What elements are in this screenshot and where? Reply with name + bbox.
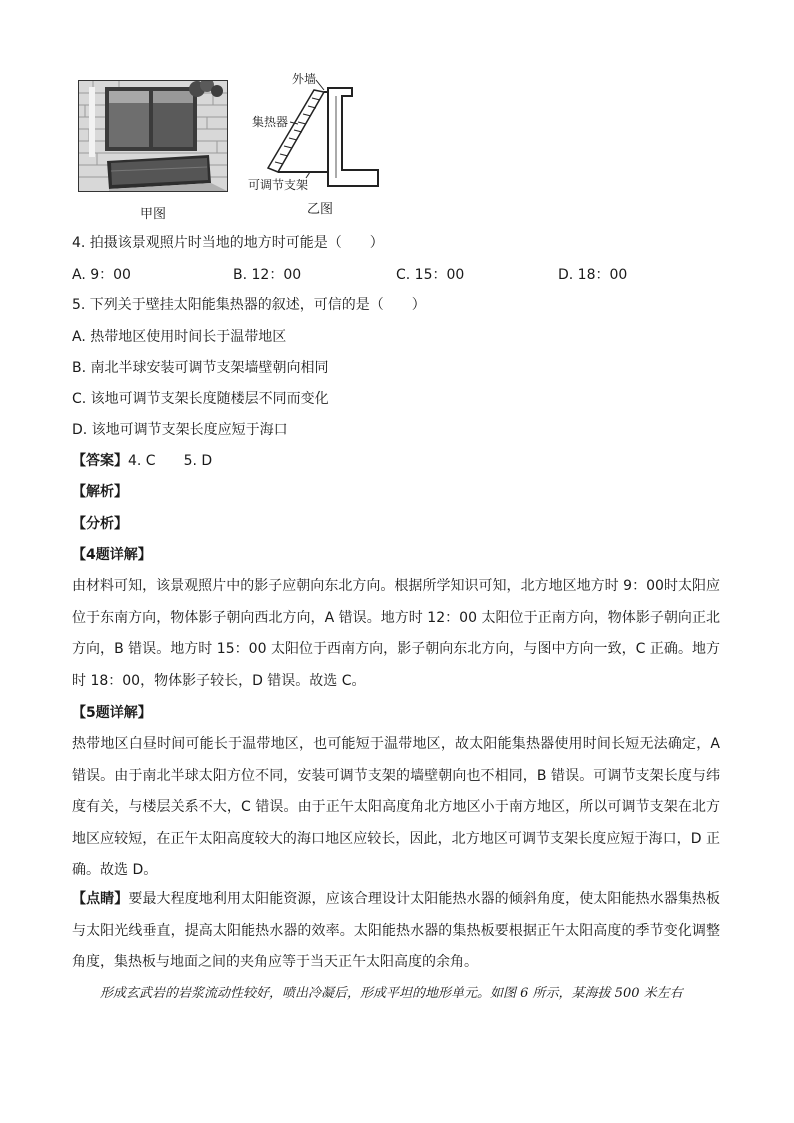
- figure-yi-caption: 乙图: [307, 202, 334, 217]
- next-material-line: 形成玄武岩的岩浆流动性较好，喷出冷凝后，形成平坦的地形单元。如图 6 所示，某海拔 500 米左右: [100, 986, 683, 1001]
- q4-option-a: A. 9：00: [72, 267, 131, 283]
- dianjing-paragraph: [72, 884, 720, 979]
- q5-option-b: B. 南北半球安装可调节支架墙壁朝向相同: [72, 360, 329, 376]
- q4-detail-tag: 【4题详解】: [72, 547, 152, 563]
- q5-option-d: D. 该地可调节支架长度应短于海口: [72, 422, 288, 438]
- answer-text: 4. C 5. D: [128, 453, 213, 469]
- photo-figure-jia: [78, 80, 228, 192]
- label-collector: 集热器: [252, 115, 289, 129]
- answer-line: [72, 451, 212, 471]
- photo-illustration: [79, 81, 227, 191]
- q5-detail-tag: 【5题详解】: [72, 705, 152, 721]
- q5-option-c: C. 该地可调节支架长度随楼层不同而变化: [72, 391, 329, 407]
- q4-option-c: C. 15：00: [396, 267, 465, 283]
- q4-option-d: D. 18：00: [558, 267, 628, 283]
- answer-tag: 【答案】: [72, 453, 128, 469]
- fenxi-tag: 【分析】: [72, 516, 128, 532]
- q5-option-a: A. 热带地区使用时间长于温带地区: [72, 329, 287, 345]
- dianjing-tag: 【点睛】: [72, 891, 129, 907]
- q4-option-b: B. 12：00: [233, 267, 302, 283]
- label-external-wall: 外墙: [292, 72, 317, 86]
- q4-detail-body: 由材料可知，该景观照片中的影子应朝向东北方向。根据所学知识可知，北方地区地方时 9：00时太阳应位于东南方向，物体影子朝向西北方向，A 错误。地方时 12：00 太阳位于正南方向，物体影子朝向正北方向，B 错误。地方时 15：00 太阳位于西南方向，影子朝向东北方向，与图中方向一致，C 正确。地方时 18：00，物体影子较长，D 错误。故选 C。: [72, 578, 720, 689]
- analysis-tag: 【解析】: [72, 484, 128, 500]
- dianjing-body: 要最大程度地利用太阳能资源，应该合理设计太阳能热水器的倾斜角度，使太阳能热水器集热板与太阳光线垂直，提高太阳能热水器的效率。太阳能热水器的集热板要根据正午太阳高度的季节变化调整角度，集热板与地面之间的夹角应等于当天正午太阳高度的余角。: [72, 891, 721, 970]
- label-adjustable-bracket: 可调节支架: [248, 178, 309, 192]
- figure-jia-caption: 甲图: [140, 207, 167, 222]
- question-4-stem: 4. 拍摄该景观照片时当地的地方时可能是（ ）: [72, 235, 384, 251]
- question-5-stem: 5. 下列关于壁挂太阳能集热器的叙述，可信的是（ ）: [72, 297, 426, 313]
- q5-detail-body: 热带地区白昼时间可能长于温带地区，也可能短于温带地区，故太阳能集热器使用时间长短无法确定，A 错误。由于南北半球太阳方位不同，安装可调节支架的墙壁朝向也不相同，B 错误。可调节支架长度与纬度有关，与楼层关系不大，C 错误。由于正午太阳高度角北方地区小于南方地区，所以可调节支架在北方地区应较短，在正午太阳高度较大的海口地区应较长，因此，北方地区可调节支架长度应短于海口，D 正确。故选 D。: [72, 736, 720, 878]
